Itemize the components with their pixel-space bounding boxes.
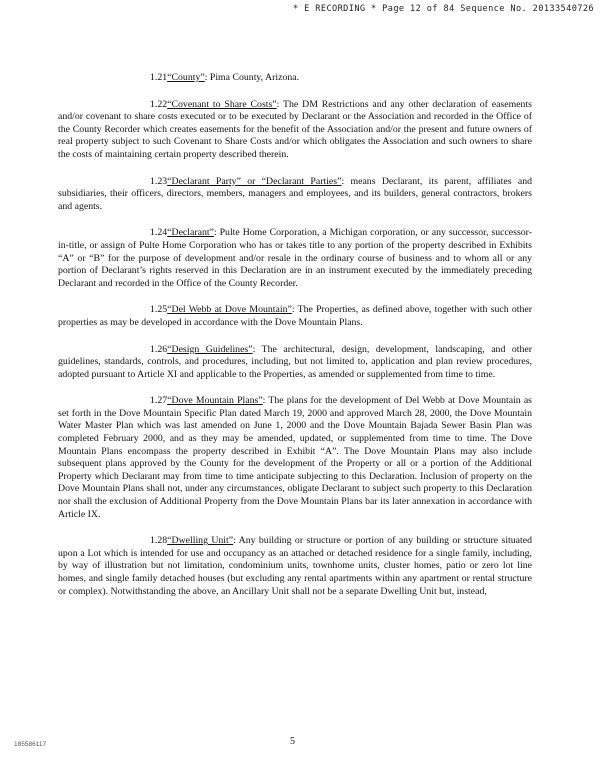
definition-1-24 [58, 227, 532, 290]
definition-text: : The DM Restrictions and any other declaration of easements and/or covenant to share costs executed or to be executed by Declarant or the Association and recorded in the Office of the County Recorder which creates easements for the benefit of the Association and/or the present and future owners of real property subject to such Covenant to Share Costs and/or which obligates the Association and such owners to share the costs of maintaining certain property described therein. [58, 98, 532, 160]
section-number: 1.24 [150, 227, 168, 239]
definition-1-28 [58, 535, 532, 598]
section-number: 1.25 [150, 304, 168, 316]
definition-1-26 [58, 344, 532, 382]
defined-term: “Dove Mountain Plans” [167, 395, 263, 407]
document-id: 185586117 [14, 741, 47, 748]
recording-header: * E RECORDING * Page 12 of 84 Sequence No. 20133540726 [293, 4, 594, 14]
definition-text: : Pima County, Arizona. [204, 72, 300, 83]
definition-1-23 [58, 176, 532, 214]
defined-term: “County” [167, 72, 205, 83]
definition-1-25 [58, 304, 532, 329]
definition-text: : means Declarant, its parent, affiliates and subsidiaries, their officers, directors, members, managers and employees, and its builders, general contractors, brokers and agents. [58, 175, 533, 212]
section-number: 1.26 [150, 343, 168, 355]
document-body [58, 68, 532, 612]
section-number: 1.21 [150, 72, 168, 83]
defined-term: “Declarant” [167, 227, 214, 239]
section-number: 1.28 [150, 535, 168, 547]
definition-text: : The architectural, design, development, landscaping, and other guidelines, standards, controls, and procedures, including, but not limited to, application and plan review procedures, adopted pursuant to Article XI and applicable to the Properties, as amended or supplemented from time to time. [58, 343, 532, 380]
definition-text: : The plans for the development of Del Webb at Dove Mountain as set forth in the Dove Mountain Specific Plan dated March 19, 2000 and approved March 28, 2000, the Dove Mountain Water Master Plan which was last amended on June 1, 2000 and the Dove Mountain Bajada Sewer Basin Plan was completed February 2000, and as they may be amended, updated, or supplemented from time to time. The Dove Mountain Plans encompass the property described in Exhibit “A”. The Dove Mountain Plans may also include subsequent plans approved by the County for the development of the Property or all or a portion of the Additional Property which Declarant may from time to time anticipate subjecting to this Declaration. Inclusion of property on the Dove Mountain Plans shall not, under any circumstances, obligate Declarant to subject such property to this Declaration nor shall the exclusion of Additional Property from the Dove Mountain Plans bar its later annexation in accordance with Article IX. [58, 395, 532, 520]
definition-1-21 [58, 72, 532, 85]
defined-term: “Design Guidelines” [167, 343, 253, 355]
definition-text: : Pulte Home Corporation, a Michigan corporation, or any successor, successor-in-title, or assign of Pulte Home Corporation who has or takes title to any portion of the property described in Exhibits “A” or “B” for the purpose of development and/or resale in the ordinary course of business and to whom all or any portion of Declarant’s rights reserved in this Declaration are in an instrument executed by the immediately preceding Declarant and recorded in the Office of the County Recorder. [58, 227, 532, 289]
definition-1-22 [58, 99, 532, 162]
page-number: 5 [290, 736, 295, 747]
section-number: 1.22 [150, 98, 168, 110]
section-number: 1.23 [150, 175, 168, 187]
defined-term: “Del Webb at Dove Mountain” [167, 304, 292, 316]
definition-1-27 [58, 395, 532, 521]
defined-term: “Covenant to Share Costs” [167, 98, 277, 110]
defined-term: “Declarant Party” or “Declarant Parties” [167, 175, 342, 187]
definition-text: : Any building or structure or portion of any building or structure situated upon a Lot which is intended for use and occupancy as an attached or detached residence for a single family, including, by way of illustration but not limitation, condominium units, townhome units, cluster homes, patio or zero lot line homes, and single family detached houses (but excluding any rental apartments within any apartment or rental structure or complex). Notwithstanding the above, an Ancillary Unit shall not be a separate Dwelling Unit but, instead, [58, 535, 532, 597]
section-number: 1.27 [150, 395, 168, 407]
definition-text: : The Properties, as defined above, together with such other properties as may be developed in accordance with the Dove Mountain Plans. [58, 304, 532, 328]
defined-term: “Dwelling Unit” [167, 535, 234, 547]
